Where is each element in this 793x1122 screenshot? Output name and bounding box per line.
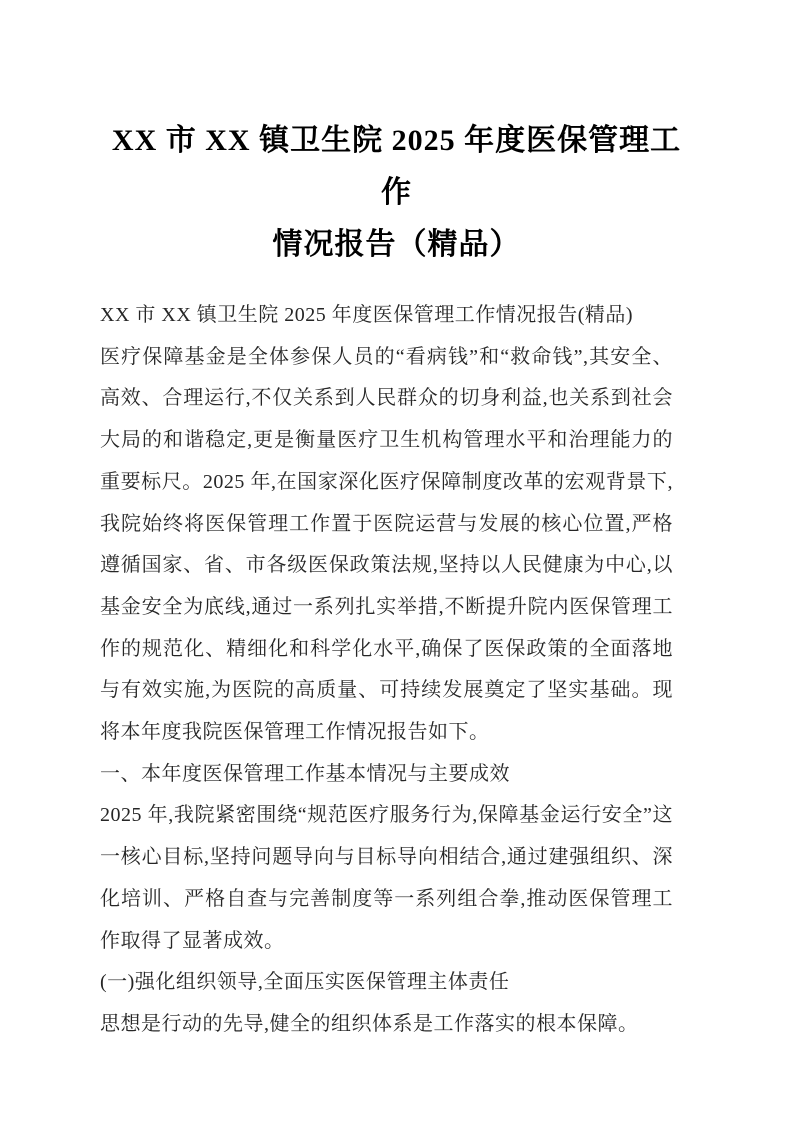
heading-subsection-one-one: (一)强化组织领导,全面压实医保管理主体责任 (100, 971, 510, 994)
paragraph-section-one-overview: 2025 年,我院紧密围绕“规范医疗服务行为,保障基金运行安全”这一核心目标,坚持问题导向与目标导向相结合,通过建强组织、深化培训、严格自查与完善制度等一系列组合拳,推动医保管理工作取得了显著成效。 (100, 804, 673, 952)
heading-section-one: 一、本年度医保管理工作基本情况与主要成效 (100, 762, 510, 785)
document-body (100, 295, 673, 1046)
paragraph-repeated-title: XX 市 XX 镇卫生院 2025 年度医保管理工作情况报告(精品) (100, 304, 634, 326)
document-title-line-2: 情况报告（精品） (272, 228, 521, 261)
document-title-line-1: XX 市 XX 镇卫生院 2025 年度医保管理工作 (111, 124, 682, 209)
paragraph-introduction: 医疗保障基金是全体参保人员的“看病钱”和“救命钱”,其安全、高效、合理运行,不仅关系到人民群众的切身利益,也关系到社会大局的和谐稳定,更是衡量医疗卫生机构管理水平和治理能力的重要标尺。2025 年,在国家深化医疗保障制度改革的宏观背景下,我院始终将医保管理工作置于医院运营与发展的核心位置,严格遵循国家、省、市各级医保政策法规,坚持以人民健康为中心,以基金安全为底线,通过一系列扎实举措,不断提升院内医保管理工作的规范化、精细化和科学化水平,确保了医保政策的全面落地与有效实施,为医院的高质量、可持续发展奠定了坚实基础。现将本年度我院医保管理工作情况报告如下。 (100, 345, 673, 744)
document-title (0, 0, 793, 271)
paragraph-subsection-one-one: 思想是行动的先导,健全的组织体系是工作落实的根本保障。 (100, 1012, 639, 1035)
